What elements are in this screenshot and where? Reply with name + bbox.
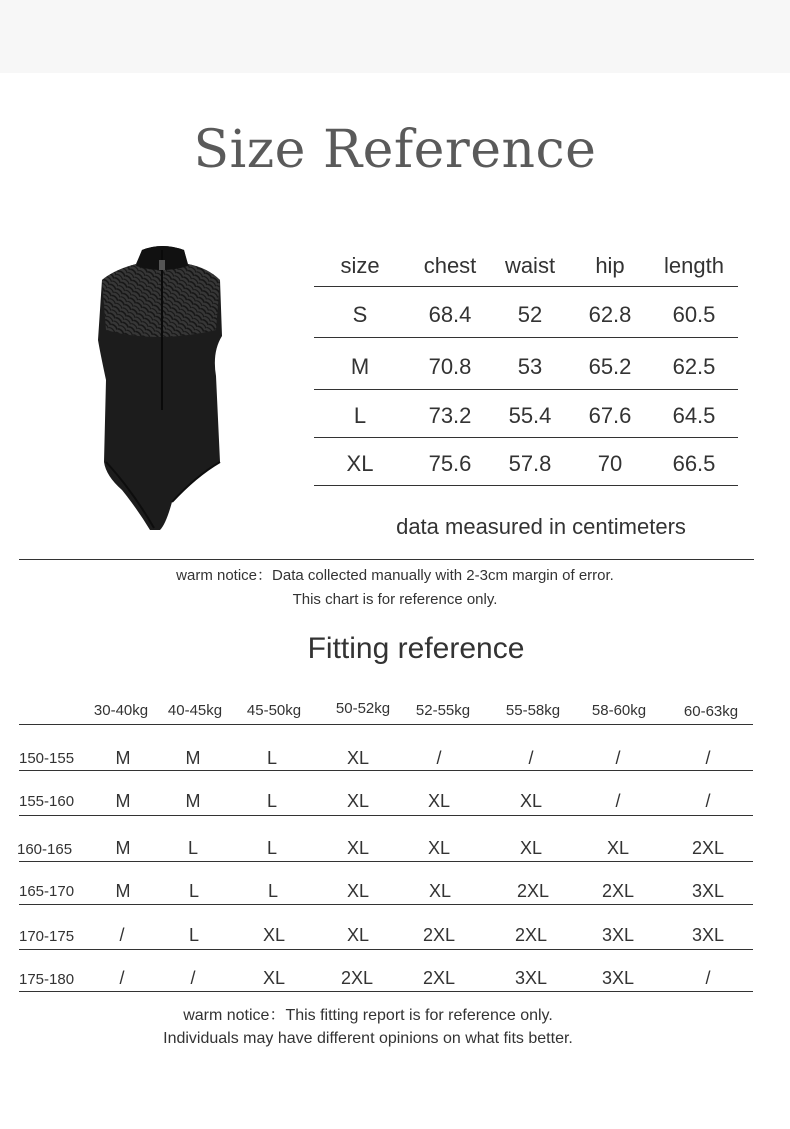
hip-cell: 62.8 — [588, 302, 632, 327]
fitting-table — [19, 700, 753, 1000]
height-label: 175-180 — [19, 971, 75, 988]
table-row — [314, 403, 738, 438]
height-label: 150-155 — [19, 750, 75, 767]
size-value: XL — [262, 968, 286, 988]
size-cell: S — [352, 302, 368, 327]
header-cell: size — [340, 253, 380, 278]
size-value: 3XL — [601, 968, 635, 988]
size-value: 3XL — [601, 925, 635, 945]
size-value: M — [115, 881, 131, 901]
size-value: XL — [346, 838, 370, 858]
size-value: L — [266, 748, 277, 768]
size-value: / — [615, 748, 621, 768]
table-row — [19, 905, 753, 950]
waist-cell: 53 — [517, 354, 543, 379]
size-value: L — [188, 925, 199, 945]
size-value: / — [119, 925, 125, 945]
chest-cell: 68.4 — [428, 302, 472, 327]
weight-header: 40-45kg — [167, 702, 223, 719]
length-cell: 66.5 — [672, 451, 716, 476]
size-value: 2XL — [691, 838, 725, 858]
notice-line: This chart is for reference only. — [292, 591, 498, 608]
waist-cell: 57.8 — [508, 451, 552, 476]
weight-header: 50-52kg — [335, 700, 391, 717]
size-value: / — [190, 968, 196, 988]
notice-line: warm notice：This fitting report is for reference only. — [183, 1007, 553, 1024]
table-row — [314, 451, 738, 486]
swimsuit-image — [92, 240, 232, 532]
table-row — [19, 950, 753, 992]
header-cell: hip — [595, 253, 625, 278]
size-value: M — [185, 791, 201, 811]
hip-cell: 67.6 — [588, 403, 632, 428]
size-value: 3XL — [691, 925, 725, 945]
warm-notice-measurement — [0, 564, 790, 612]
size-value: 2XL — [340, 968, 374, 988]
page-title: Size Reference — [193, 120, 597, 180]
table-row — [314, 302, 738, 338]
size-value: / — [705, 748, 711, 768]
length-cell: 64.5 — [672, 403, 716, 428]
height-label: 160-165 — [17, 841, 73, 858]
size-value: / — [119, 968, 125, 988]
length-cell: 60.5 — [672, 302, 716, 327]
size-value: 3XL — [514, 968, 548, 988]
size-table-header — [314, 250, 738, 287]
size-value: XL — [519, 838, 543, 858]
size-value: L — [187, 838, 198, 858]
top-band — [0, 0, 790, 73]
size-value: M — [115, 838, 131, 858]
table-row — [19, 724, 753, 771]
weight-header: 58-60kg — [591, 702, 647, 719]
table-row — [19, 862, 753, 905]
size-value: XL — [346, 748, 370, 768]
size-value: / — [528, 748, 534, 768]
size-value: M — [115, 748, 131, 768]
size-value: L — [266, 838, 277, 858]
hip-cell: 70 — [597, 451, 623, 476]
size-value: XL — [346, 925, 370, 945]
table-row — [314, 354, 738, 390]
size-value: XL — [262, 925, 286, 945]
height-label: 155-160 — [19, 793, 75, 810]
size-value: 2XL — [516, 881, 550, 901]
size-value: 2XL — [601, 881, 635, 901]
size-value: / — [615, 791, 621, 811]
size-value: XL — [606, 838, 630, 858]
size-value: XL — [427, 838, 451, 858]
weight-header: 60-63kg — [683, 703, 739, 720]
measurement-unit-note: data measured in centimeters — [396, 514, 686, 539]
size-value: XL — [428, 881, 452, 901]
size-value: M — [115, 791, 131, 811]
size-value: L — [188, 881, 199, 901]
size-value: L — [267, 881, 278, 901]
header-cell: length — [664, 253, 724, 278]
size-cell: XL — [346, 451, 374, 476]
size-value: 2XL — [422, 925, 456, 945]
chest-cell: 70.8 — [428, 354, 472, 379]
size-value: 2XL — [514, 925, 548, 945]
height-label: 165-170 — [19, 883, 75, 900]
chest-cell: 75.6 — [428, 451, 472, 476]
weight-header: 45-50kg — [246, 702, 302, 719]
waist-cell: 55.4 — [508, 403, 552, 428]
size-value: XL — [346, 881, 370, 901]
header-cell: waist — [504, 253, 556, 278]
size-value: XL — [519, 791, 543, 811]
waist-cell: 52 — [517, 302, 543, 327]
size-cell: L — [353, 403, 367, 428]
table-row — [19, 771, 753, 816]
weight-header: 55-58kg — [505, 702, 561, 719]
chest-cell: 73.2 — [428, 403, 472, 428]
size-value: 3XL — [691, 881, 725, 901]
table-row — [19, 816, 753, 862]
height-label: 170-175 — [19, 928, 75, 945]
size-value: XL — [427, 791, 451, 811]
size-cell: M — [350, 354, 370, 379]
size-value: XL — [346, 791, 370, 811]
size-value: 2XL — [422, 968, 456, 988]
header-cell: chest — [423, 253, 477, 278]
weight-header: 52-55kg — [415, 702, 471, 719]
length-cell: 62.5 — [672, 354, 716, 379]
size-value: / — [705, 968, 711, 988]
warm-notice-fitting — [0, 1004, 736, 1050]
notice-line: warm notice：Data collected manually with 2-3cm margin of error. — [176, 567, 614, 584]
size-value: / — [705, 791, 711, 811]
size-value: / — [436, 748, 442, 768]
notice-line: Individuals may have different opinions on what fits better. — [163, 1030, 573, 1047]
divider — [19, 559, 754, 560]
size-value: M — [185, 748, 201, 768]
fitting-table-header — [19, 700, 753, 725]
hip-cell: 65.2 — [588, 354, 632, 379]
weight-header: 30-40kg — [93, 702, 149, 719]
size-value: L — [266, 791, 277, 811]
fitting-title: Fitting reference — [307, 632, 525, 665]
